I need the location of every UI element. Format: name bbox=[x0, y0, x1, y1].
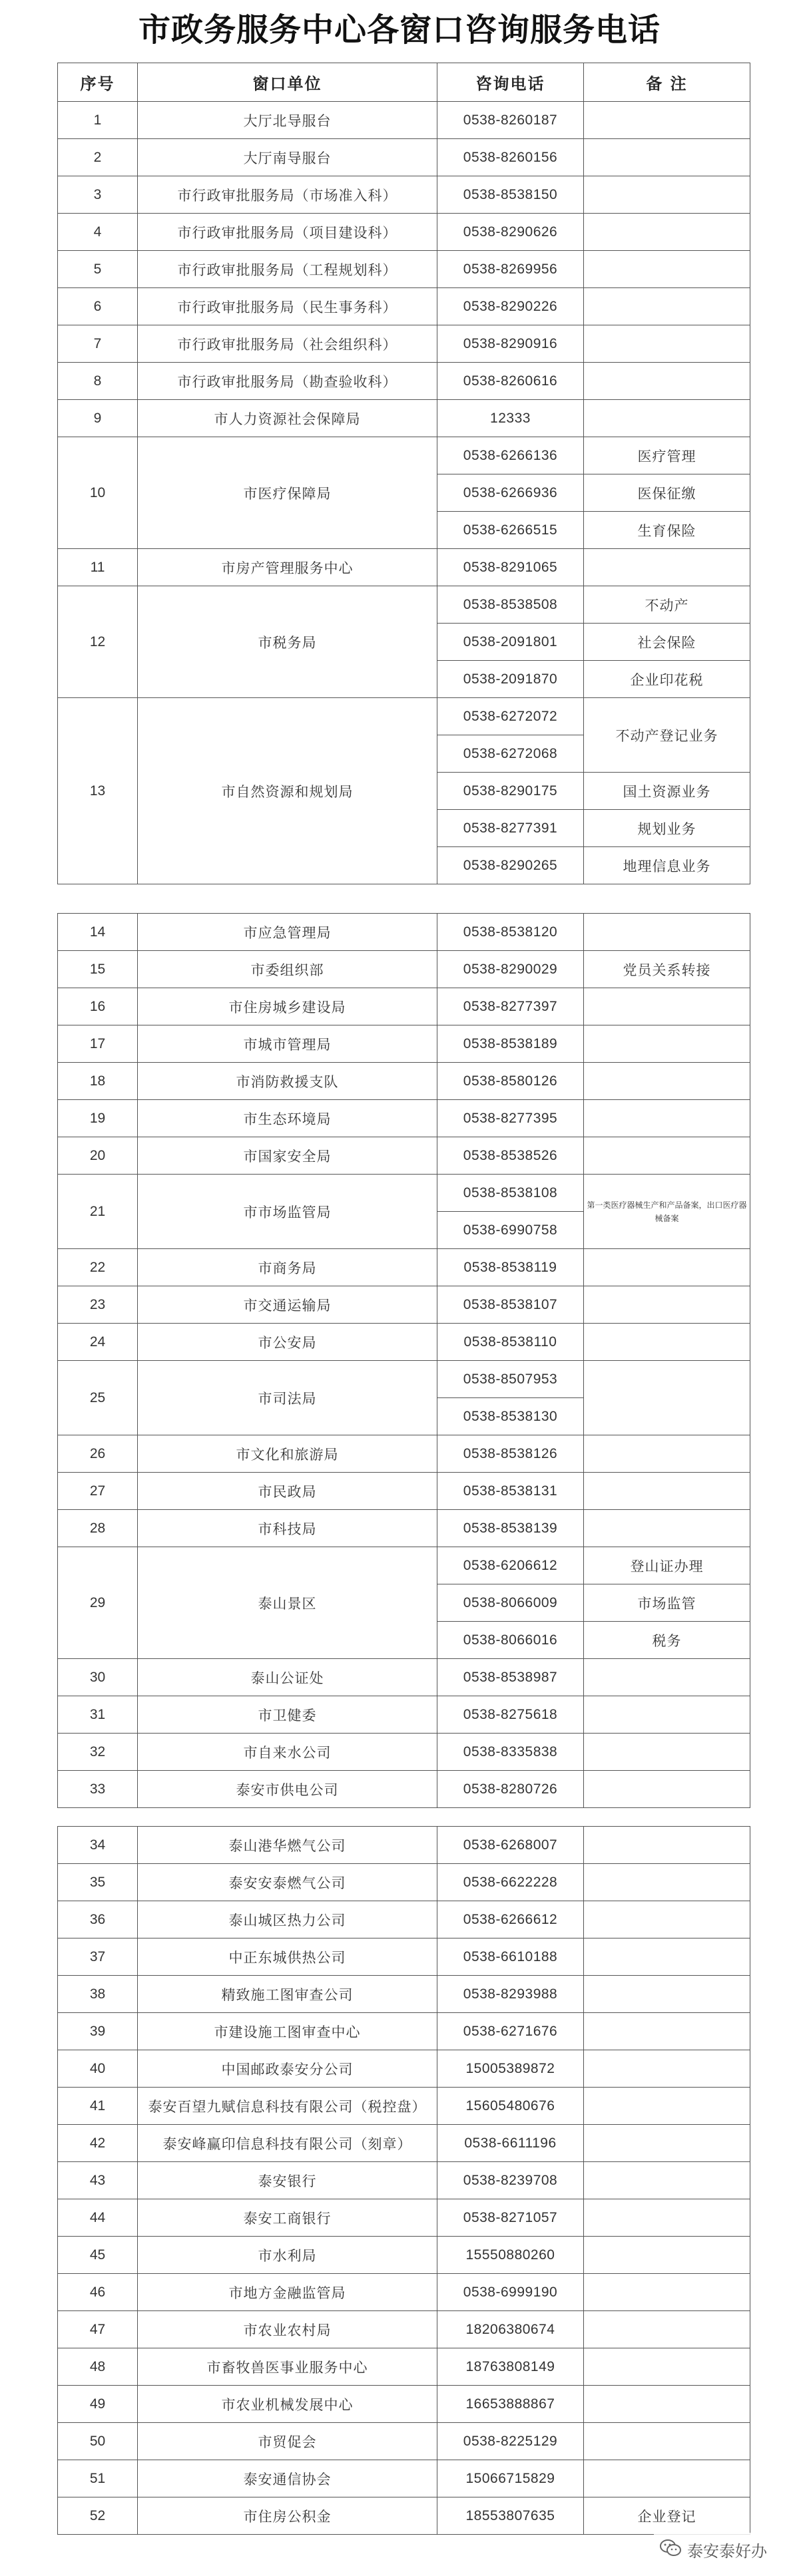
table-row bbox=[58, 1025, 750, 1063]
row-note bbox=[584, 2274, 750, 2311]
row-no: 21 bbox=[58, 1175, 138, 1249]
row-no: 37 bbox=[58, 1938, 138, 1976]
row-note bbox=[584, 549, 750, 586]
table-row bbox=[58, 1864, 750, 1901]
header-note: 备 注 bbox=[584, 63, 750, 102]
row-no: 3 bbox=[58, 176, 138, 214]
row-tel: 0538-6271676 bbox=[437, 2013, 584, 2050]
service-phone-table bbox=[57, 63, 750, 884]
row-unit: 泰安工商银行 bbox=[138, 2199, 437, 2237]
row-unit: 大厅南导服台 bbox=[138, 139, 437, 176]
row-tel: 0538-8538120 bbox=[437, 914, 584, 951]
row-tel: 0538-6999190 bbox=[437, 2274, 584, 2311]
table-row bbox=[58, 2460, 750, 2497]
row-tel: 0538-6272068 bbox=[437, 735, 584, 773]
row-note bbox=[584, 1063, 750, 1100]
row-no: 47 bbox=[58, 2311, 138, 2348]
row-unit: 市行政审批服务局（民生事务科） bbox=[138, 288, 437, 325]
row-note bbox=[584, 1659, 750, 1696]
row-note: 企业印花税 bbox=[584, 661, 750, 698]
table-row bbox=[58, 2274, 750, 2311]
table-row bbox=[58, 2497, 750, 2535]
row-note bbox=[584, 2348, 750, 2386]
row-note bbox=[584, 1510, 750, 1547]
row-tel: 0538-2091870 bbox=[437, 661, 584, 698]
row-note bbox=[584, 325, 750, 363]
table-row bbox=[58, 214, 750, 251]
row-tel: 0538-8538131 bbox=[437, 1473, 584, 1510]
row-tel: 0538-8280726 bbox=[437, 1771, 584, 1808]
row-tel: 0538-8066016 bbox=[437, 1622, 584, 1659]
row-unit: 泰安市供电公司 bbox=[138, 1771, 437, 1808]
table-row bbox=[58, 951, 750, 988]
row-note bbox=[584, 1734, 750, 1771]
row-note bbox=[584, 1771, 750, 1808]
row-tel: 0538-8293988 bbox=[437, 1976, 584, 2013]
row-note bbox=[584, 2125, 750, 2162]
row-unit: 泰安百望九赋信息科技有限公司（税控盘） bbox=[138, 2088, 437, 2125]
row-tel: 0538-2091801 bbox=[437, 624, 584, 661]
row-note: 不动产登记业务 bbox=[584, 698, 750, 773]
row-no: 18 bbox=[58, 1063, 138, 1100]
row-tel: 15066715829 bbox=[437, 2460, 584, 2497]
row-no: 49 bbox=[58, 2386, 138, 2423]
table-row bbox=[58, 176, 750, 214]
row-unit: 市农业农村局 bbox=[138, 2311, 437, 2348]
row-note bbox=[584, 363, 750, 400]
page-title: 市政务服务中心各窗口咨询服务电话 bbox=[138, 11, 661, 49]
row-no: 5 bbox=[58, 251, 138, 288]
row-no: 46 bbox=[58, 2274, 138, 2311]
row-no: 14 bbox=[58, 914, 138, 951]
row-tel: 0538-8277397 bbox=[437, 988, 584, 1025]
row-no: 51 bbox=[58, 2460, 138, 2497]
row-tel: 0538-6266936 bbox=[437, 474, 584, 512]
table-row bbox=[58, 914, 750, 951]
header-tel: 咨询电话 bbox=[437, 63, 584, 102]
table-row bbox=[58, 698, 750, 735]
row-note bbox=[584, 1938, 750, 1976]
row-note bbox=[584, 1696, 750, 1734]
row-no: 1 bbox=[58, 102, 138, 139]
row-unit: 市城市管理局 bbox=[138, 1025, 437, 1063]
table-row bbox=[58, 2013, 750, 2050]
row-note: 生育保险 bbox=[584, 512, 750, 549]
account-watermark bbox=[654, 2533, 772, 2566]
row-unit: 市国家安全局 bbox=[138, 1137, 437, 1175]
row-unit: 市市场监管局 bbox=[138, 1175, 437, 1249]
watermark-text: 泰安泰好办 bbox=[687, 2541, 767, 2561]
row-tel: 0538-8260616 bbox=[437, 363, 584, 400]
table-row bbox=[58, 1435, 750, 1473]
row-no: 28 bbox=[58, 1510, 138, 1547]
row-note: 企业登记 bbox=[584, 2497, 750, 2535]
table-row bbox=[58, 1361, 750, 1398]
row-note bbox=[584, 1100, 750, 1137]
row-tel: 0538-8290226 bbox=[437, 288, 584, 325]
row-note bbox=[584, 1435, 750, 1473]
row-tel: 0538-8260187 bbox=[437, 102, 584, 139]
row-tel: 0538-8275618 bbox=[437, 1696, 584, 1734]
row-no: 41 bbox=[58, 2088, 138, 2125]
row-tel: 0538-6266515 bbox=[437, 512, 584, 549]
table-row bbox=[58, 1976, 750, 2013]
table-row bbox=[58, 400, 750, 437]
row-tel: 0538-8260156 bbox=[437, 139, 584, 176]
row-tel: 0538-8507953 bbox=[437, 1361, 584, 1398]
row-no: 43 bbox=[58, 2162, 138, 2199]
row-tel: 0538-8538526 bbox=[437, 1137, 584, 1175]
row-unit: 市委组织部 bbox=[138, 951, 437, 988]
row-no: 29 bbox=[58, 1547, 138, 1659]
row-no: 33 bbox=[58, 1771, 138, 1808]
row-no: 11 bbox=[58, 549, 138, 586]
row-no: 8 bbox=[58, 363, 138, 400]
table-row bbox=[58, 1100, 750, 1137]
row-unit: 市卫健委 bbox=[138, 1696, 437, 1734]
table-row bbox=[58, 2125, 750, 2162]
row-no: 40 bbox=[58, 2050, 138, 2088]
row-unit: 泰安峰赢印信息科技有限公司（刻章） bbox=[138, 2125, 437, 2162]
row-no: 25 bbox=[58, 1361, 138, 1435]
row-note bbox=[584, 1249, 750, 1286]
row-unit: 市文化和旅游局 bbox=[138, 1435, 437, 1473]
row-note bbox=[584, 914, 750, 951]
row-unit: 泰山公证处 bbox=[138, 1659, 437, 1696]
row-no: 44 bbox=[58, 2199, 138, 2237]
row-tel: 0538-8290175 bbox=[437, 773, 584, 810]
table-row bbox=[58, 325, 750, 363]
row-unit: 中正东城供热公司 bbox=[138, 1938, 437, 1976]
row-note bbox=[584, 2199, 750, 2237]
row-unit: 市自来水公司 bbox=[138, 1734, 437, 1771]
row-tel: 0538-8269956 bbox=[437, 251, 584, 288]
row-note: 税务 bbox=[584, 1622, 750, 1659]
table-row bbox=[58, 1771, 750, 1808]
row-tel: 0538-8538987 bbox=[437, 1659, 584, 1696]
row-tel: 0538-8225129 bbox=[437, 2423, 584, 2460]
row-note: 市场监管 bbox=[584, 1584, 750, 1622]
row-note bbox=[584, 214, 750, 251]
row-note bbox=[584, 1473, 750, 1510]
row-tel: 0538-6266136 bbox=[437, 437, 584, 474]
row-no: 19 bbox=[58, 1100, 138, 1137]
table-row bbox=[58, 1938, 750, 1976]
row-note bbox=[584, 251, 750, 288]
row-no: 24 bbox=[58, 1324, 138, 1361]
row-unit: 市交通运输局 bbox=[138, 1286, 437, 1324]
row-unit: 市医疗保障局 bbox=[138, 437, 437, 549]
row-unit: 市建设施工图审查中心 bbox=[138, 2013, 437, 2050]
row-unit: 市住房公积金 bbox=[138, 2497, 437, 2535]
row-note: 登山证办理 bbox=[584, 1547, 750, 1584]
row-unit: 市水利局 bbox=[138, 2237, 437, 2274]
row-unit: 市行政审批服务局（勘查验收科） bbox=[138, 363, 437, 400]
row-tel: 0538-8538130 bbox=[437, 1398, 584, 1435]
row-tel: 0538-6206612 bbox=[437, 1547, 584, 1584]
row-note bbox=[584, 288, 750, 325]
row-note bbox=[584, 1864, 750, 1901]
row-note bbox=[584, 2460, 750, 2497]
row-tel: 0538-8290265 bbox=[437, 847, 584, 884]
row-tel: 0538-8538150 bbox=[437, 176, 584, 214]
row-tel: 18553807635 bbox=[437, 2497, 584, 2535]
table-row bbox=[58, 1901, 750, 1938]
row-note: 党员关系转接 bbox=[584, 951, 750, 988]
row-note: 规划业务 bbox=[584, 810, 750, 847]
row-tel: 16653888867 bbox=[437, 2386, 584, 2423]
row-tel: 0538-8538110 bbox=[437, 1324, 584, 1361]
row-no: 23 bbox=[58, 1286, 138, 1324]
row-note bbox=[584, 2162, 750, 2199]
row-tel: 15605480676 bbox=[437, 2088, 584, 2125]
row-tel: 0538-8239708 bbox=[437, 2162, 584, 2199]
table-header-row bbox=[58, 63, 750, 102]
table-row bbox=[58, 1063, 750, 1100]
row-no: 22 bbox=[58, 1249, 138, 1286]
row-note bbox=[584, 1827, 750, 1864]
row-unit: 市住房城乡建设局 bbox=[138, 988, 437, 1025]
row-note bbox=[584, 2050, 750, 2088]
row-note bbox=[584, 2013, 750, 2050]
row-note: 第一类医疗器械生产和产品备案，出口医疗器械备案 bbox=[584, 1175, 750, 1249]
row-tel: 0538-6990758 bbox=[437, 1212, 584, 1249]
row-note: 医保征缴 bbox=[584, 474, 750, 512]
row-tel: 15005389872 bbox=[437, 2050, 584, 2088]
row-tel: 12333 bbox=[437, 400, 584, 437]
table-row bbox=[58, 2311, 750, 2348]
row-note: 国土资源业务 bbox=[584, 773, 750, 810]
row-note bbox=[584, 1324, 750, 1361]
row-unit: 市民政局 bbox=[138, 1473, 437, 1510]
row-tel: 0538-8538107 bbox=[437, 1286, 584, 1324]
row-note bbox=[584, 2088, 750, 2125]
row-unit: 泰安安泰燃气公司 bbox=[138, 1864, 437, 1901]
table-row bbox=[58, 2237, 750, 2274]
wechat-icon bbox=[659, 2538, 682, 2561]
row-unit: 市地方金融监管局 bbox=[138, 2274, 437, 2311]
row-note: 地理信息业务 bbox=[584, 847, 750, 884]
row-unit: 市贸促会 bbox=[138, 2423, 437, 2460]
row-tel: 0538-8538139 bbox=[437, 1510, 584, 1547]
row-no: 2 bbox=[58, 139, 138, 176]
row-no: 50 bbox=[58, 2423, 138, 2460]
row-no: 13 bbox=[58, 698, 138, 884]
row-unit: 市行政审批服务局（市场准入科） bbox=[138, 176, 437, 214]
row-no: 35 bbox=[58, 1864, 138, 1901]
row-note bbox=[584, 1361, 750, 1435]
row-no: 31 bbox=[58, 1696, 138, 1734]
row-tel: 0538-8335838 bbox=[437, 1734, 584, 1771]
row-tel: 0538-8538189 bbox=[437, 1025, 584, 1063]
row-unit: 精致施工图审查公司 bbox=[138, 1976, 437, 2013]
table-row bbox=[58, 988, 750, 1025]
row-unit: 市农业机械发展中心 bbox=[138, 2386, 437, 2423]
table-row bbox=[58, 1175, 750, 1212]
table-row bbox=[58, 251, 750, 288]
table-row bbox=[58, 2050, 750, 2088]
row-unit: 市税务局 bbox=[138, 586, 437, 698]
row-note bbox=[584, 2386, 750, 2423]
row-unit: 市行政审批服务局（社会组织科） bbox=[138, 325, 437, 363]
table-row bbox=[58, 1734, 750, 1771]
row-tel: 0538-6272072 bbox=[437, 698, 584, 735]
row-unit: 市人力资源社会保障局 bbox=[138, 400, 437, 437]
row-no: 27 bbox=[58, 1473, 138, 1510]
row-no: 30 bbox=[58, 1659, 138, 1696]
row-tel: 0538-8538108 bbox=[437, 1175, 584, 1212]
row-unit: 市应急管理局 bbox=[138, 914, 437, 951]
row-no: 4 bbox=[58, 214, 138, 251]
table-row bbox=[58, 139, 750, 176]
table-row bbox=[58, 1547, 750, 1584]
row-unit: 市畜牧兽医事业服务中心 bbox=[138, 2348, 437, 2386]
row-tel: 0538-6611196 bbox=[437, 2125, 584, 2162]
row-note bbox=[584, 1286, 750, 1324]
row-note bbox=[584, 1025, 750, 1063]
row-note bbox=[584, 139, 750, 176]
table-row bbox=[58, 1324, 750, 1361]
row-no: 38 bbox=[58, 1976, 138, 2013]
row-note bbox=[584, 2237, 750, 2274]
row-tel: 0538-6610188 bbox=[437, 1938, 584, 1976]
table-row bbox=[58, 2088, 750, 2125]
row-unit: 市公安局 bbox=[138, 1324, 437, 1361]
row-note: 不动产 bbox=[584, 586, 750, 624]
row-no: 12 bbox=[58, 586, 138, 698]
row-note bbox=[584, 2311, 750, 2348]
row-unit: 市行政审批服务局（项目建设科） bbox=[138, 214, 437, 251]
row-no: 52 bbox=[58, 2497, 138, 2535]
row-no: 45 bbox=[58, 2237, 138, 2274]
row-no: 34 bbox=[58, 1827, 138, 1864]
row-note bbox=[584, 1901, 750, 1938]
row-note bbox=[584, 1137, 750, 1175]
row-note bbox=[584, 400, 750, 437]
table-row bbox=[58, 1659, 750, 1696]
row-unit: 市科技局 bbox=[138, 1510, 437, 1547]
row-tel: 0538-8290626 bbox=[437, 214, 584, 251]
row-note bbox=[584, 102, 750, 139]
row-unit: 市生态环境局 bbox=[138, 1100, 437, 1137]
row-tel: 0538-8538126 bbox=[437, 1435, 584, 1473]
row-unit: 市消防救援支队 bbox=[138, 1063, 437, 1100]
row-note bbox=[584, 176, 750, 214]
table-row bbox=[58, 2386, 750, 2423]
row-no: 10 bbox=[58, 437, 138, 549]
row-tel: 0538-6622228 bbox=[437, 1864, 584, 1901]
row-unit: 市自然资源和规划局 bbox=[138, 698, 437, 884]
row-note: 社会保险 bbox=[584, 624, 750, 661]
row-no: 20 bbox=[58, 1137, 138, 1175]
row-no: 32 bbox=[58, 1734, 138, 1771]
table-row bbox=[58, 2348, 750, 2386]
header-unit: 窗口单位 bbox=[138, 63, 437, 102]
row-tel: 0538-8538119 bbox=[437, 1249, 584, 1286]
row-unit: 泰安通信协会 bbox=[138, 2460, 437, 2497]
row-no: 39 bbox=[58, 2013, 138, 2050]
service-phone-table bbox=[57, 913, 750, 1808]
row-tel: 0538-8291065 bbox=[437, 549, 584, 586]
row-no: 16 bbox=[58, 988, 138, 1025]
row-note bbox=[584, 988, 750, 1025]
table-row bbox=[58, 2162, 750, 2199]
table-row bbox=[58, 102, 750, 139]
row-tel: 18206380674 bbox=[437, 2311, 584, 2348]
table-row bbox=[58, 1827, 750, 1864]
table-row bbox=[58, 2423, 750, 2460]
table-row bbox=[58, 363, 750, 400]
table-row bbox=[58, 2199, 750, 2237]
row-tel: 0538-8580126 bbox=[437, 1063, 584, 1100]
row-tel: 0538-8538508 bbox=[437, 586, 584, 624]
row-no: 42 bbox=[58, 2125, 138, 2162]
table-row bbox=[58, 288, 750, 325]
row-no: 6 bbox=[58, 288, 138, 325]
table-row bbox=[58, 549, 750, 586]
service-phone-table bbox=[57, 1826, 750, 2535]
table-row bbox=[58, 1249, 750, 1286]
row-unit: 泰山景区 bbox=[138, 1547, 437, 1659]
row-unit: 泰山城区热力公司 bbox=[138, 1901, 437, 1938]
row-unit: 泰安银行 bbox=[138, 2162, 437, 2199]
table-row bbox=[58, 1510, 750, 1547]
row-note: 医疗管理 bbox=[584, 437, 750, 474]
row-tel: 15550880260 bbox=[437, 2237, 584, 2274]
table-row bbox=[58, 1137, 750, 1175]
row-tel: 18763808149 bbox=[437, 2348, 584, 2386]
row-no: 9 bbox=[58, 400, 138, 437]
row-tel: 0538-8290029 bbox=[437, 951, 584, 988]
row-note bbox=[584, 1976, 750, 2013]
row-tel: 0538-8271057 bbox=[437, 2199, 584, 2237]
row-no: 7 bbox=[58, 325, 138, 363]
row-unit: 市行政审批服务局（工程规划科） bbox=[138, 251, 437, 288]
row-unit: 市商务局 bbox=[138, 1249, 437, 1286]
row-tel: 0538-8277391 bbox=[437, 810, 584, 847]
row-unit: 中国邮政泰安分公司 bbox=[138, 2050, 437, 2088]
row-unit: 市司法局 bbox=[138, 1361, 437, 1435]
table-row bbox=[58, 1286, 750, 1324]
row-no: 26 bbox=[58, 1435, 138, 1473]
row-tel: 0538-6268007 bbox=[437, 1827, 584, 1864]
row-tel: 0538-6266612 bbox=[437, 1901, 584, 1938]
row-unit: 大厅北导服台 bbox=[138, 102, 437, 139]
row-no: 48 bbox=[58, 2348, 138, 2386]
row-no: 17 bbox=[58, 1025, 138, 1063]
row-unit: 市房产管理服务中心 bbox=[138, 549, 437, 586]
table-row bbox=[58, 1696, 750, 1734]
header-no: 序号 bbox=[58, 63, 138, 102]
row-tel: 0538-8066009 bbox=[437, 1584, 584, 1622]
row-unit: 泰山港华燃气公司 bbox=[138, 1827, 437, 1864]
table-row bbox=[58, 1473, 750, 1510]
row-no: 15 bbox=[58, 951, 138, 988]
table-row bbox=[58, 437, 750, 474]
row-tel: 0538-8290916 bbox=[437, 325, 584, 363]
table-row bbox=[58, 586, 750, 624]
row-note bbox=[584, 2423, 750, 2460]
row-tel: 0538-8277395 bbox=[437, 1100, 584, 1137]
row-no: 36 bbox=[58, 1901, 138, 1938]
